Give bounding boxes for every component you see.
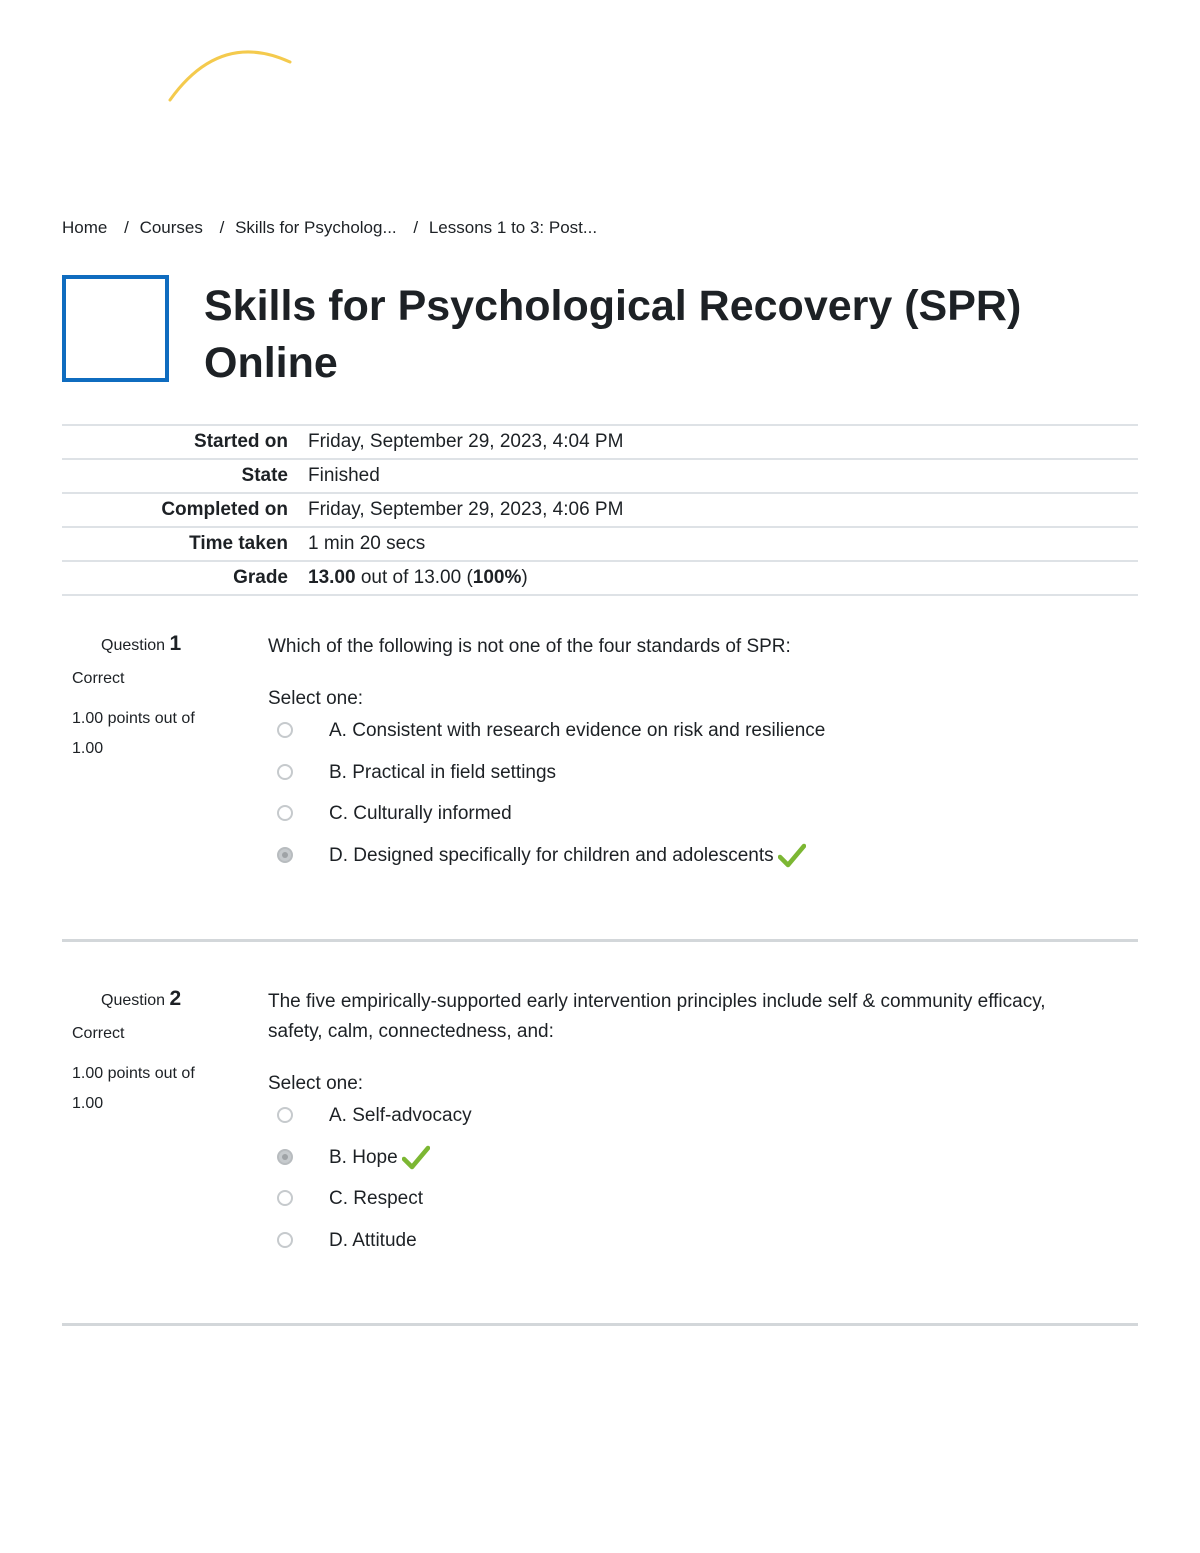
- select-one-prompt: Select one:: [268, 688, 364, 709]
- breadcrumb-home-link[interactable]: Home: [62, 218, 108, 237]
- radio-button[interactable]: [277, 722, 293, 738]
- answer-option[interactable]: [268, 1228, 1088, 1270]
- answer-option[interactable]: [268, 718, 1088, 760]
- question-text: The five empirically-supported early intervention principles include self & community efficacy, safety, calm, connectedness, and:: [268, 991, 1046, 1042]
- summary-label: Started on: [62, 425, 308, 459]
- summary-row-state: [62, 459, 1138, 493]
- question-divider: [62, 1323, 1138, 1326]
- radio-button[interactable]: [277, 1232, 293, 1248]
- question-grade: 1.00 points out of 1.00: [72, 1065, 195, 1112]
- answer-label: B. Practical in field settings: [329, 761, 557, 783]
- course-image: [62, 275, 169, 382]
- grade-score: 13.00: [308, 567, 356, 588]
- radio-button-checked[interactable]: [277, 847, 293, 863]
- breadcrumb: [62, 218, 597, 238]
- breadcrumb-courses-link[interactable]: Courses: [139, 218, 203, 237]
- answer-option[interactable]: [268, 1186, 1088, 1228]
- breadcrumb-separator: /: [124, 218, 129, 237]
- radio-button[interactable]: [277, 805, 293, 821]
- summary-value: Finished: [308, 459, 1138, 493]
- question-number-value: 2: [169, 987, 182, 1010]
- grade-out-of: out of 13.00 (: [360, 567, 473, 588]
- question-number-value: 1: [169, 632, 182, 655]
- question-info: [72, 987, 222, 1119]
- question-label: Question: [101, 637, 166, 654]
- answer-label: D. Designed specifically for children and adolescents: [329, 844, 774, 866]
- summary-label: State: [62, 459, 308, 493]
- answer-label-wrap: [329, 1145, 430, 1171]
- select-one-prompt: Select one:: [268, 1073, 364, 1094]
- question-content: [268, 632, 1088, 884]
- question-state: Correct: [72, 670, 125, 687]
- logo-arc-icon: [160, 40, 300, 110]
- breadcrumb-course-link[interactable]: Skills for Psycholog...: [235, 218, 397, 237]
- answer-option[interactable]: [268, 801, 1088, 843]
- correct-check-icon: [778, 843, 806, 869]
- breadcrumb-quiz-link[interactable]: Lessons 1 to 3: Post...: [428, 218, 598, 237]
- question-text: Which of the following is not one of the four standards of SPR:: [268, 636, 791, 657]
- radio-button[interactable]: [277, 1190, 293, 1206]
- summary-label: Completed on: [62, 493, 308, 527]
- answer-label: B. Hope: [329, 1146, 398, 1168]
- breadcrumb-separator: /: [413, 218, 419, 237]
- answer-label: D. Attitude: [329, 1229, 417, 1251]
- grade-percent: 100%: [472, 567, 522, 588]
- answer-label: A. Consistent with research evidence on risk and resilience: [329, 720, 826, 741]
- grade-close: ): [521, 567, 528, 588]
- answer-option-selected[interactable]: [268, 843, 1088, 885]
- answer-label-wrap: [329, 843, 806, 869]
- radio-button[interactable]: [277, 764, 293, 780]
- answer-list: [268, 718, 1088, 884]
- question-number: [101, 632, 222, 656]
- correct-check-icon: [402, 1145, 430, 1171]
- summary-label: Time taken: [62, 527, 308, 561]
- answer-list: [268, 1103, 1088, 1269]
- summary-value: Friday, September 29, 2023, 4:04 PM: [308, 425, 1138, 459]
- question-number: [101, 987, 222, 1011]
- question-grade: 1.00 points out of 1.00: [72, 710, 195, 757]
- summary-row-time-taken: [62, 527, 1138, 561]
- radio-button[interactable]: [277, 1107, 293, 1123]
- answer-option-selected[interactable]: [268, 1145, 1088, 1187]
- answer-option[interactable]: [268, 1103, 1088, 1145]
- question-state: Correct: [72, 1025, 125, 1042]
- radio-button-checked[interactable]: [277, 1149, 293, 1165]
- answer-option[interactable]: [268, 760, 1088, 802]
- question-info: [72, 632, 222, 764]
- summary-grade-value: [308, 561, 1138, 595]
- summary-row-grade: [62, 561, 1138, 595]
- page-title: Skills for Psychological Recovery (SPR) Online: [204, 282, 1022, 387]
- question-label: Question: [101, 992, 166, 1009]
- attempt-summary-table: [62, 424, 1138, 596]
- answer-label: C. Respect: [329, 1188, 423, 1209]
- summary-row-completed: [62, 493, 1138, 527]
- summary-value: 1 min 20 secs: [308, 527, 1138, 561]
- summary-value: Friday, September 29, 2023, 4:06 PM: [308, 493, 1138, 527]
- summary-row-started: [62, 425, 1138, 459]
- question-divider: [62, 939, 1138, 942]
- question-content: [268, 987, 1088, 1269]
- breadcrumb-separator: /: [219, 218, 225, 237]
- answer-label: A. Self-advocacy: [329, 1105, 472, 1126]
- summary-label: Grade: [62, 561, 308, 595]
- answer-label: C. Culturally informed: [329, 803, 512, 824]
